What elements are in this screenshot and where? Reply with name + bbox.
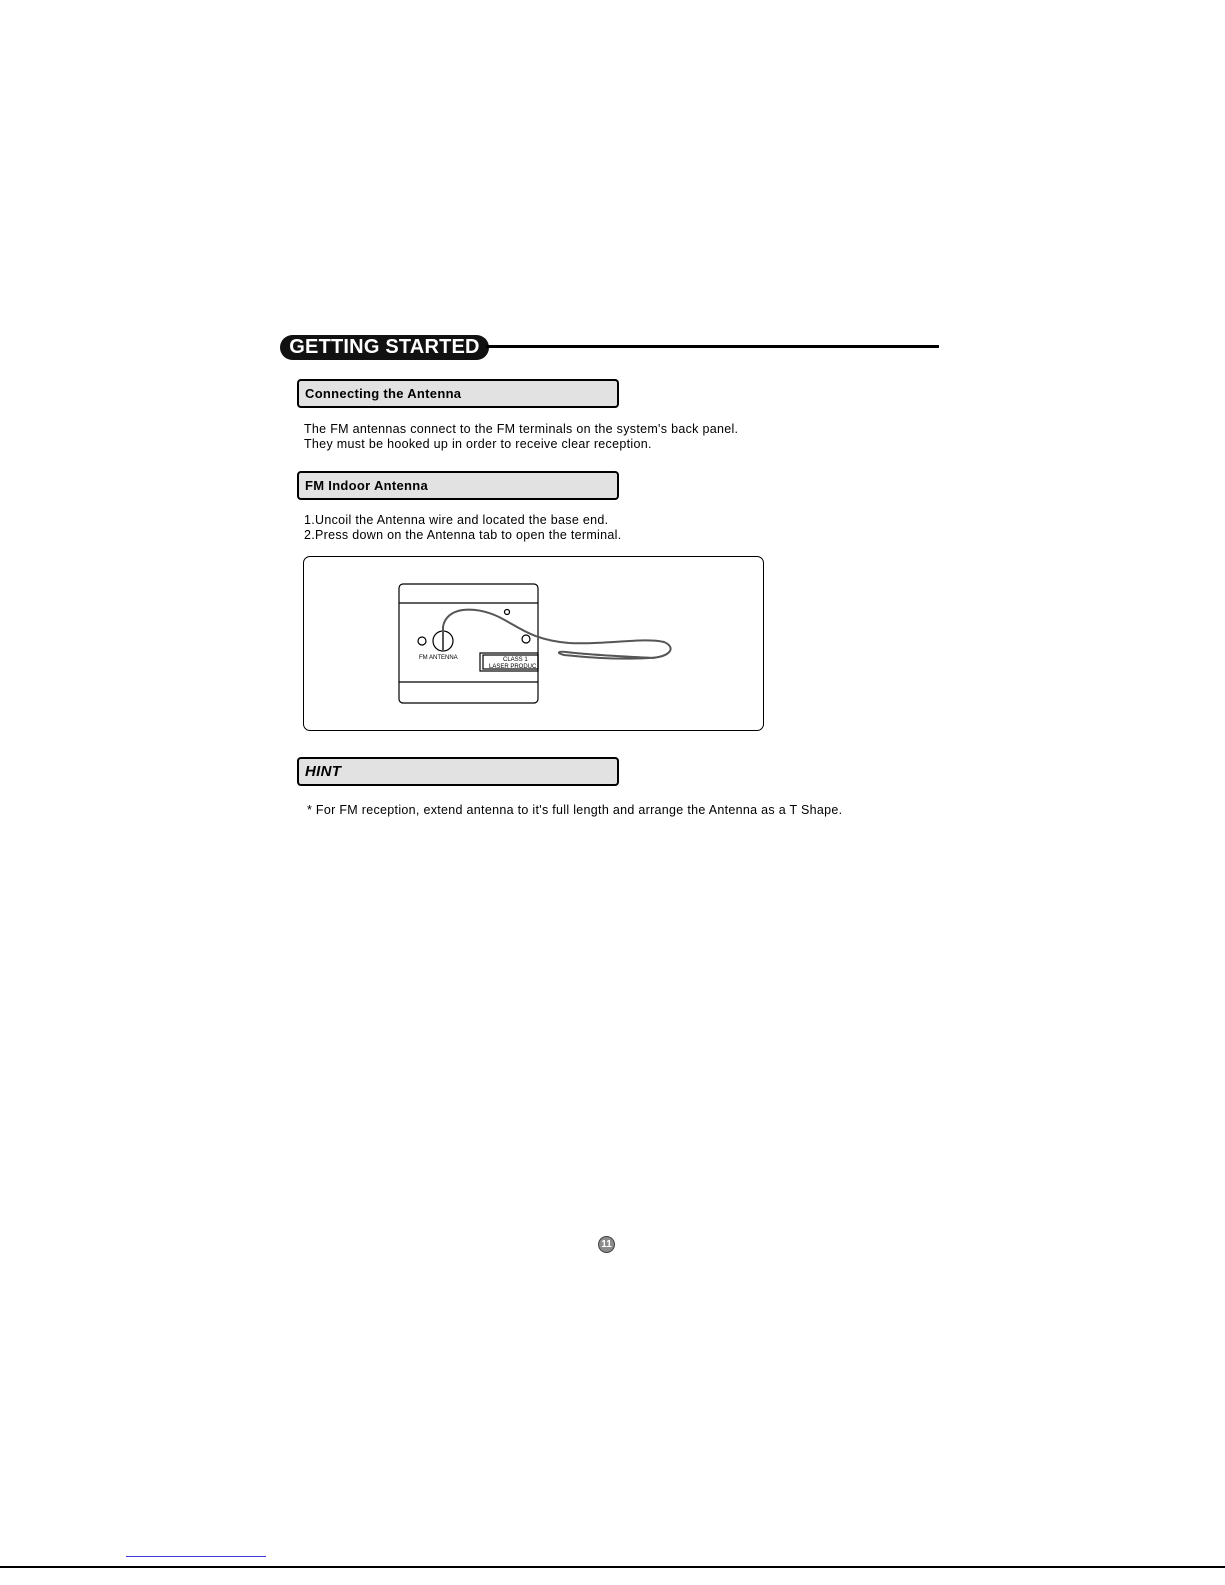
antenna-illustration — [304, 557, 765, 732]
hint-heading-text: HINT — [305, 763, 342, 780]
connecting-antenna-heading-text: Connecting the Antenna — [305, 386, 462, 401]
laser-label-line-1: CLASS 1 — [503, 657, 528, 663]
connecting-antenna-heading — [297, 379, 619, 408]
banner-title: GETTING STARTED — [289, 336, 480, 358]
hint-heading — [297, 757, 619, 786]
page-number-badge — [598, 1236, 615, 1253]
section-banner — [280, 335, 489, 360]
fm-indoor-antenna-heading — [297, 471, 619, 500]
screw-right — [522, 635, 530, 643]
step-1: 1.Uncoil the Antenna wire and located the base end. — [304, 513, 609, 527]
connecting-antenna-text — [304, 422, 738, 452]
fm-indoor-antenna-steps — [304, 513, 622, 543]
sun-symbol — [505, 610, 510, 615]
back-panel — [399, 584, 538, 703]
banner-rule — [486, 345, 939, 348]
footer-link-underline — [126, 1556, 266, 1557]
laser-label-line-2: LASER PRODUC — [489, 664, 537, 670]
antenna-wire — [443, 610, 671, 659]
hint-text: * For FM reception, extend antenna to it's full length and arrange the Antenna as a T Shape. — [307, 803, 843, 817]
screw-left — [418, 637, 426, 645]
fm-indoor-antenna-heading-text: FM Indoor Antenna — [305, 478, 429, 493]
connecting-line-1: The FM antennas connect to the FM terminals on the system's back panel. — [304, 422, 739, 436]
bottom-rule — [0, 1566, 1225, 1568]
step-2: 2.Press down on the Antenna tab to open the terminal. — [304, 528, 622, 542]
connecting-line-2: They must be hooked up in order to receive clear reception. — [304, 437, 652, 451]
page-number: 11 — [601, 1239, 612, 1250]
antenna-figure — [303, 556, 764, 731]
fm-antenna-label: FM ANTENNA — [419, 655, 458, 661]
